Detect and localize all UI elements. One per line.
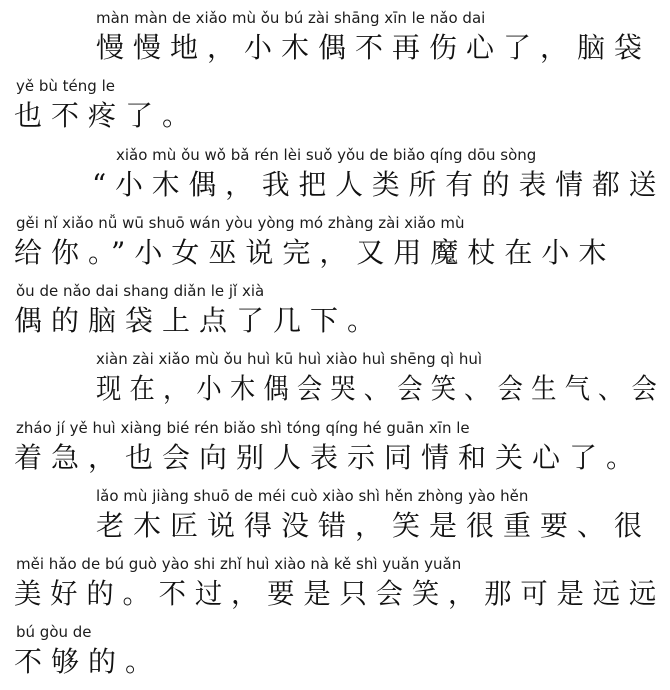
hanzi-line: 不够的。 bbox=[14, 645, 163, 678]
pinyin-line: bú gòu de bbox=[16, 623, 92, 641]
text-line bbox=[0, 281, 670, 349]
hanzi-line: 也不疼了。 bbox=[14, 99, 200, 132]
text-line bbox=[0, 554, 670, 622]
text-line bbox=[0, 486, 670, 554]
hanzi-line: 着急，也会向别人表示同情和关心了。 bbox=[14, 441, 644, 474]
pinyin-line: xiàn zài xiǎo mù ǒu huì kū huì xiào huì shēng qì huì bbox=[96, 350, 483, 368]
text-line bbox=[0, 76, 670, 144]
hanzi-line: 偶的脑袋上点了几下。 bbox=[14, 304, 385, 337]
text-line bbox=[0, 622, 670, 690]
text-line bbox=[0, 418, 670, 486]
pinyin-line: xiǎo mù ǒu wǒ bǎ rén lèi suǒ yǒu de biǎo qíng dōu sòng bbox=[116, 146, 537, 164]
hanzi-line: 老木匠说得没错，笑是很重要、很 bbox=[96, 509, 652, 542]
text-line bbox=[0, 349, 670, 417]
pinyin-line: yě bù téng le bbox=[16, 77, 115, 95]
text-line bbox=[0, 213, 670, 281]
hanzi-line: 美好的。不过，要是只会笑，那可是远远 bbox=[14, 577, 666, 610]
pinyin-line: màn màn de xiǎo mù ǒu bú zài shāng xīn le nǎo dai bbox=[96, 9, 486, 27]
pinyin-line: zháo jí yě huì xiàng bié rén biǎo shì tóng qíng hé guān xīn le bbox=[16, 419, 470, 437]
hanzi-line: “小木偶，我把人类所有的表情都送 bbox=[92, 168, 666, 201]
pinyin-line: ǒu de nǎo dai shang diǎn le jǐ xià bbox=[16, 282, 265, 300]
pinyin-line: lǎo mù jiàng shuō de méi cuò xiào shì hěn zhòng yào hěn bbox=[96, 487, 529, 505]
pinyin-line: měi hǎo de bú guò yào shi zhǐ huì xiào nà kě shì yuǎn yuǎn bbox=[16, 555, 462, 573]
hanzi-line: 给你。”小女巫说完，又用魔杖在小木 bbox=[14, 236, 616, 269]
hanzi-line: 现在，小木偶会哭、会笑、会生气、会 bbox=[96, 372, 666, 405]
text-line bbox=[0, 8, 670, 76]
text-line bbox=[0, 145, 670, 213]
pinyin-line: gěi nǐ xiǎo nǚ wū shuō wán yòu yòng mó zhàng zài xiǎo mù bbox=[16, 214, 465, 232]
hanzi-line: 慢慢地，小木偶不再伤心了，脑袋 bbox=[96, 31, 652, 64]
